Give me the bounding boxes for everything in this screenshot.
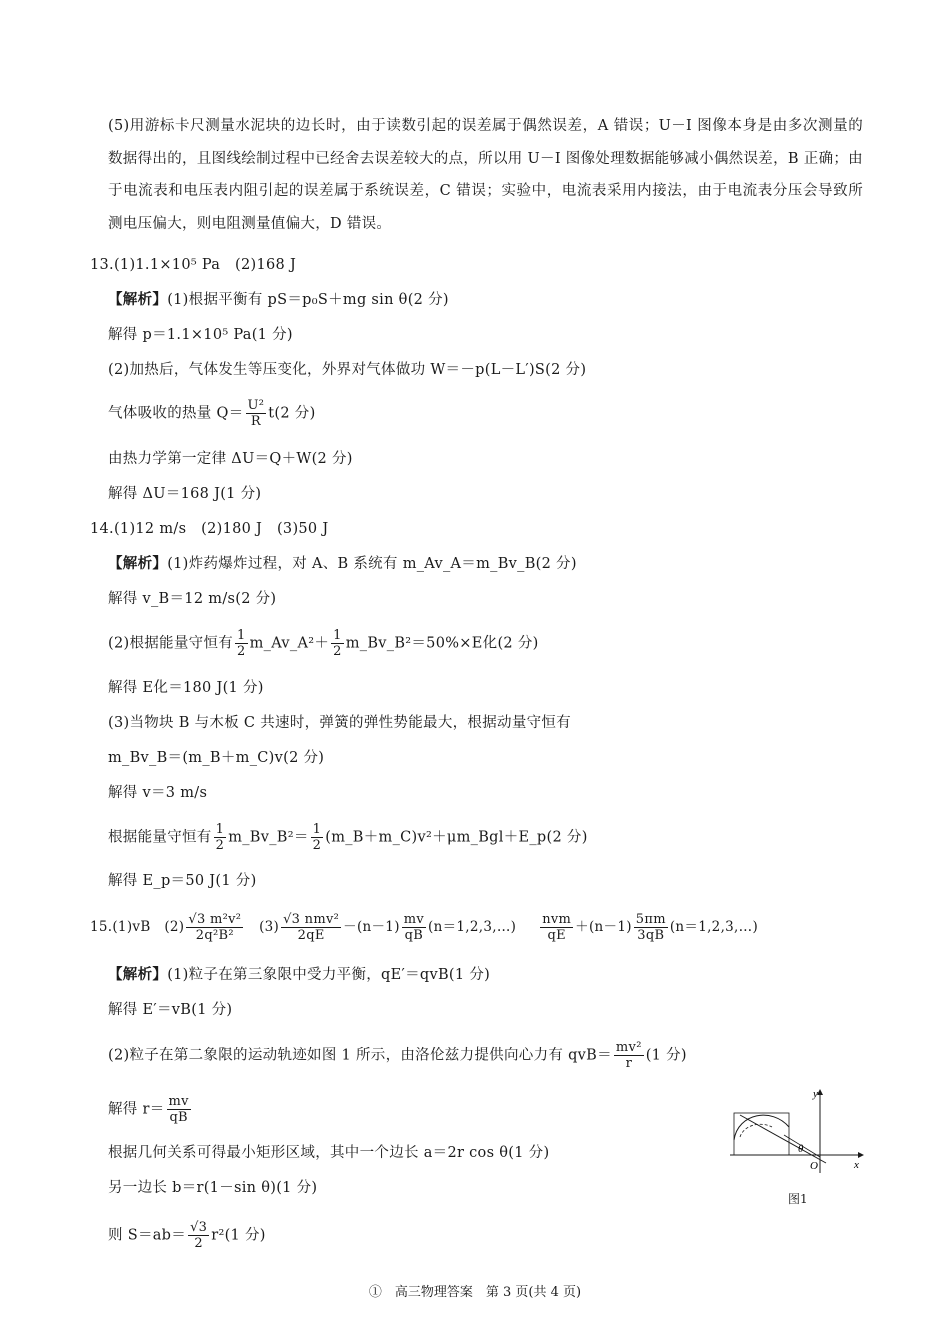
q13-heat-suffix: t(2 分) — [268, 405, 316, 422]
q13-heat-label: 气体吸收的热量 Q＝ — [108, 405, 244, 422]
q14-term-c: m_Bv_B²＝ — [228, 829, 309, 846]
q15-lorentz-label: (2)粒子在第二象限的运动轨迹如图 1 所示，由洛伦兹力提供向心力有 qvB＝ — [108, 1047, 612, 1064]
q14-term-b: m_Bv_B²＝50%×E化(2 分) — [345, 635, 539, 652]
q13-line4 — [108, 398, 316, 429]
fraction-numerator: mv — [168, 1094, 189, 1109]
q15-radius-label: 解得 r＝ — [108, 1101, 165, 1118]
q15-frac-l4 — [167, 1094, 191, 1125]
q13-answer: 13.(1)1.1×10⁵ Pa (2)168 J — [90, 257, 297, 273]
y-label: y — [813, 1088, 818, 1100]
fraction-denominator: qE — [547, 928, 566, 943]
q15-n-range: (n＝1,2,3,…) — [428, 919, 517, 935]
half-fraction — [214, 822, 227, 853]
angle-label: θ — [798, 1143, 804, 1155]
part5-paragraph: (5)用游标卡尺测量水泥块的边长时，由于读数引起的误差属于偶然误差，A 错误；U－I 图像本身是由多次测量的数据得出的，且图线绘制过程中已经舍去误差较大的点，所以用 U－I 图像处理数据能够减小偶然误差，B 正确；由于电流表和电压表内阻引起的误差属于系统误差，C 错误；实验中，电流表采用内接法，由于电流表分压会导致所测电压偏大，则电阻测量值偏大，D 错误。 — [108, 118, 863, 232]
figure-1-diagram — [720, 1085, 870, 1175]
q15-plus-term: ＋(n－1) — [575, 919, 632, 935]
half-fraction — [311, 822, 324, 853]
q14-analysis-line1 — [108, 554, 577, 574]
q15-frac-a3b — [402, 912, 426, 943]
q15-area-label: 则 S＝ab＝ — [108, 1227, 187, 1244]
fraction-numerator: 1 — [237, 628, 246, 643]
fraction-numerator: 1 — [215, 822, 225, 837]
fraction-numerator: mv — [403, 912, 425, 927]
q15-frac-l3 — [614, 1040, 644, 1071]
fraction-denominator: r — [625, 1056, 633, 1071]
q15-analysis-line1 — [108, 965, 490, 985]
fraction-denominator: 2 — [312, 838, 322, 853]
q15-line2: 解得 E′＝vB(1 分) — [108, 1002, 233, 1018]
q14-energy-label2: 根据能量守恒有 — [108, 829, 212, 846]
q15-area-suffix: r²(1 分) — [211, 1227, 266, 1244]
q14-term-d: (m_B＋m_C)v²＋μm_Bgl＋E_p(2 分) — [325, 829, 588, 846]
q15-line6: 另一边长 b＝r(1－sin θ)(1 分) — [108, 1180, 318, 1196]
q13-line5: 由热力学第一定律 ΔU＝Q＋W(2 分) — [108, 451, 353, 467]
trajectory-arc — [734, 1115, 789, 1140]
q15-line7 — [108, 1220, 266, 1251]
q15-frac-a3a — [281, 912, 341, 943]
q15-frac-a3c — [540, 912, 573, 943]
q15-eq1: (1)粒子在第三象限中受力平衡，qE′＝qvB(1 分) — [167, 967, 491, 983]
fraction-numerator: √3 — [190, 1220, 208, 1235]
q15-line4 — [108, 1094, 193, 1125]
q14-line3 — [108, 628, 539, 659]
half-fraction — [235, 628, 248, 659]
q14-line8 — [108, 822, 588, 853]
q14-term-a: m_Av_A²＋ — [249, 635, 330, 652]
q13-line6: 解得 ΔU＝168 J(1 分) — [108, 486, 262, 502]
x-label: x — [854, 1159, 859, 1171]
q14-line5: (3)当物块 B 与木板 C 共速时，弹簧的弹性势能最大，根据动量守恒有 — [108, 715, 572, 731]
analysis-tag: 【解析】 — [108, 555, 168, 572]
y-axis-arrow — [817, 1089, 823, 1095]
q14-line7: 解得 v＝3 m/s — [108, 785, 208, 801]
q15-frac-a2 — [186, 912, 243, 943]
fraction-denominator: qB — [169, 1110, 188, 1125]
figure-caption: 图1 — [788, 1192, 808, 1206]
origin-label: O — [810, 1160, 818, 1172]
fraction-numerator: U² — [247, 398, 265, 413]
q14-line4: 解得 E化＝180 J(1 分) — [108, 680, 264, 696]
min-rectangle — [734, 1113, 789, 1155]
fraction-numerator: nvm — [542, 912, 572, 927]
fraction-denominator: 2qE — [297, 928, 325, 943]
fraction-denominator: 2 — [237, 644, 246, 659]
fraction-numerator: √3 m²v² — [188, 912, 242, 927]
q15-answer-3-label: (3) — [245, 919, 280, 935]
q15-answer-1: 15.(1)vB (2) — [90, 919, 185, 935]
q13-line2: 解得 p＝1.1×10⁵ Pa(1 分) — [108, 327, 293, 343]
fraction-denominator: 2q²B² — [195, 928, 234, 943]
q14-line6: m_Bv_B＝(m_B＋m_C)v(2 分) — [108, 750, 325, 766]
fraction-numerator: 5πm — [635, 912, 666, 927]
fraction-numerator: 1 — [312, 822, 322, 837]
fraction-numerator: mv² — [615, 1040, 642, 1055]
q13-analysis-line1 — [108, 290, 449, 310]
fraction-denominator: 2 — [194, 1236, 203, 1251]
q15-line5: 根据几何关系可得最小矩形区域，其中一个边长 a＝2r cos θ(1 分) — [108, 1145, 550, 1161]
fraction-denominator: R — [250, 414, 261, 429]
q13-eq1: (1)根据平衡有 pS＝p₀S＋mg sin θ(2 分) — [167, 292, 449, 308]
q14-eq1: (1)炸药爆炸过程，对 A、B 系统有 m_Av_A＝m_Bv_B(2 分) — [167, 556, 577, 572]
q13-fraction — [246, 398, 267, 429]
q15-minus-term: －(n－1) — [343, 919, 400, 935]
q14-energy-label: (2)根据能量守恒有 — [108, 635, 234, 652]
q15-score: (1 分) — [645, 1047, 687, 1064]
q15-answer — [90, 912, 758, 943]
q15-line3 — [108, 1040, 687, 1071]
q15-n-range2: (n＝1,2,3,…) — [669, 919, 759, 935]
fraction-denominator: 2 — [333, 644, 342, 659]
analysis-tag: 【解析】 — [108, 291, 168, 308]
q14-answer: 14.(1)12 m/s (2)180 J (3)50 J — [90, 521, 329, 537]
fraction-denominator: 2 — [215, 838, 225, 853]
fraction-numerator: √3 nmv² — [283, 912, 340, 927]
fraction-denominator: qB — [404, 928, 424, 943]
x-axis-arrow — [858, 1152, 864, 1158]
fraction-denominator: 3qB — [637, 928, 665, 943]
fraction-numerator: 1 — [333, 628, 342, 643]
half-fraction — [331, 628, 344, 659]
q15-frac-l7 — [188, 1220, 209, 1251]
q14-line2: 解得 v_B＝12 m/s(2 分) — [108, 591, 277, 607]
trajectory-line — [740, 1115, 826, 1163]
q15-frac-a3d — [634, 912, 668, 943]
page-footer: ① 高三物理答案 第 3 页(共 4 页) — [368, 1285, 582, 1300]
analysis-tag: 【解析】 — [108, 966, 168, 983]
q13-line3: (2)加热后，气体发生等压变化，外界对气体做功 W＝－p(L－L′)S(2 分) — [108, 362, 587, 378]
q14-line9: 解得 E_p＝50 J(1 分) — [108, 873, 257, 889]
